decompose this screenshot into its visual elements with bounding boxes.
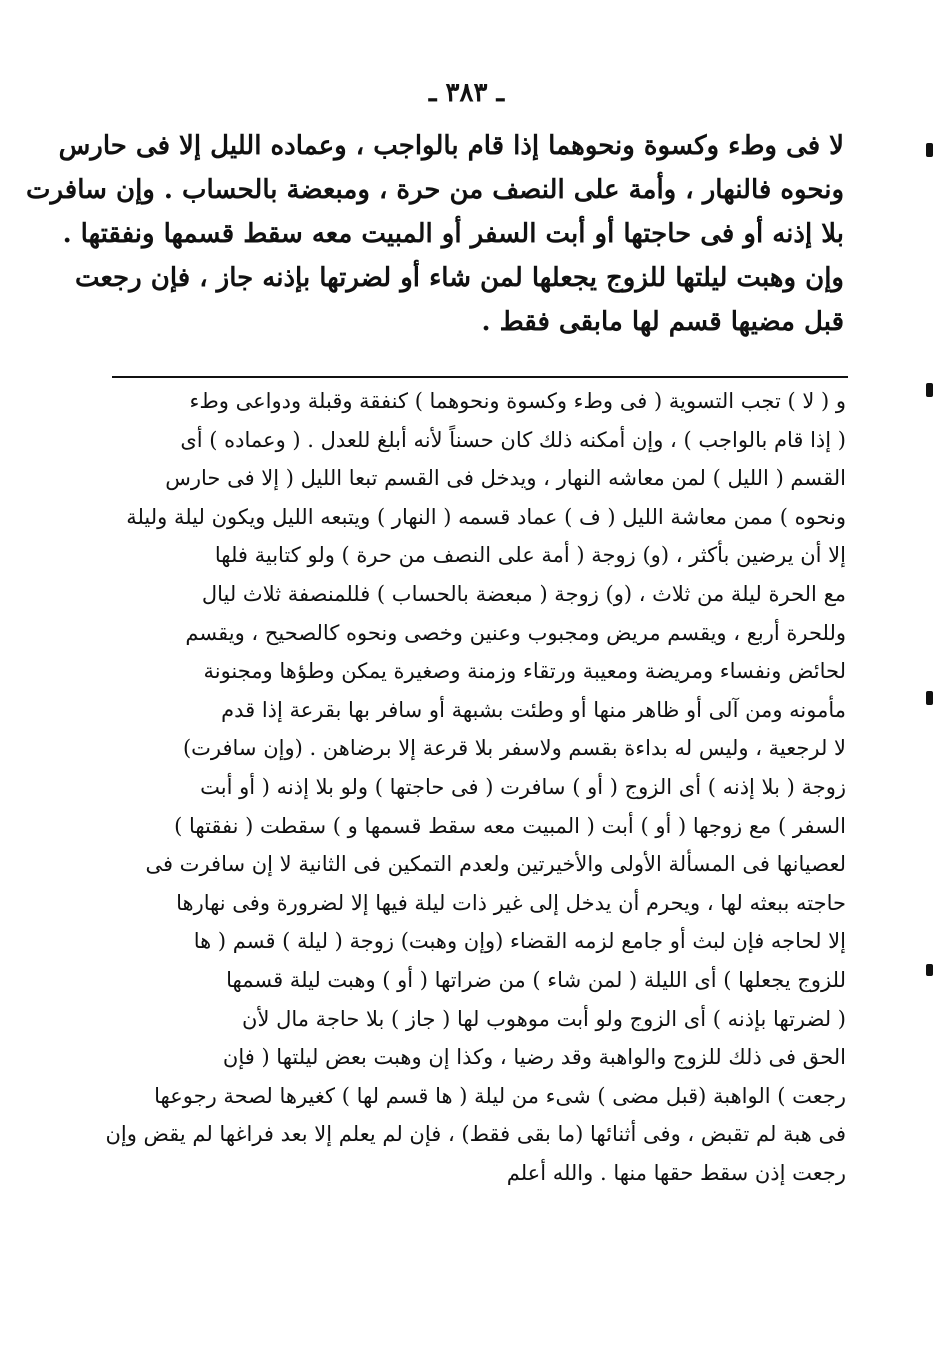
commentary-line: فى هبة لم تقبض ، وفى أثنائها (ما بقى فقط) ، فإن لم يعلم إلا بعد فراغها لم يقض وإن	[105, 1122, 846, 1147]
commentary-line: لا لرجعية ، وليس له بداءة بقسم ولاسفر بلا قرعة إلا برضاهن . (وإن سافرت)	[182, 736, 846, 761]
matn-line: وإن وهبت ليلتها للزوج يجعلها لمن شاء أو لضرتها بإذنه جاز ، فإن رجعت	[74, 263, 844, 293]
binding-hole-mark	[926, 143, 933, 157]
binding-hole-mark	[926, 383, 933, 397]
commentary-line: لعصيانها فى المسألة الأولى والأخيرتين ولعدم التمكين فى الثانية لا إن سافرت فى	[145, 852, 846, 877]
matn-line: ونحوه فالنهار ، وأمة على النصف من حرة ، ومبعضة بالحساب . وإن سافرت	[25, 175, 844, 205]
commentary-line: القسم ( الليل ) لمن معاشه النهار ، ويدخل فى القسم تبعا الليل ( إلا فى حارس	[165, 466, 846, 491]
commentary-line: إلا لحاجه فإن لبث أو جامع لزمه القضاء (وإن وهبت) زوجة ( ليلة ) قسم ( ها	[193, 929, 846, 954]
matn-line: بلا إذنه أو فى حاجتها أو أبت السفر أو المبيت معه سقط قسمها ونفقتها .	[62, 219, 844, 249]
commentary-line: مأمونه ومن آلى أو ظاهر منها أو وطئت بشبهة أو سافر بها بقرعة إذا قدم	[221, 697, 846, 722]
commentary-line: ( إذا قام بالواجب ) ، وإن أمكنه ذلك كان حسناً لأنه أبلغ للعدل . ( وعماده ) أى	[180, 427, 846, 452]
commentary-line: ( لضرتها بإذنه ) أى الزوج ولو أبت موهوب لها ( جاز ) بلا حاجة مال لأن	[242, 1006, 846, 1031]
commentary-line: السفر ) مع زوجها ( أو ) أبت ( المبيت معه سقط قسمها و ) سقطت ( نفقتها )	[174, 813, 846, 838]
page-number: ـ ٣٨٣ ـ	[428, 78, 505, 108]
matn-line: قبل مضيها قسم لها مابقى فقط .	[481, 307, 844, 337]
commentary-line: زوجة ( بلا إذنه ) أى الزوج ( أو ) سافرت ( فى حاجتها ) ولو بلا إذنه ( أو أبت	[200, 774, 846, 799]
commentary-line: لحائض ونفساء ومريضة ومعيبة ورتقاء وزمنة وصغيرة يمكن وطؤها ومجنونة	[203, 659, 846, 684]
commentary-line: ونحوه ) ممن معاشة الليل ( ف ) عماد قسمه ( النهار ) ويتبعه الليل ويكون ليلة وليلة	[126, 504, 846, 529]
commentary-text	[105, 382, 846, 1192]
section-divider	[112, 376, 848, 378]
commentary-line: مع الحرة ليلة من ثلاث ، (و) زوجة ( مبعضة بالحساب ) فللمنصفة ثلاث ليال	[201, 581, 846, 606]
commentary-line: رجعت إذن سقط حقها منها . والله أعلم	[506, 1160, 846, 1185]
commentary-line: و ( لا ) تجب التسوية ( فى وطء وكسوة ونحوهما ) كنفقة وقبلة ودواعى وطء	[189, 389, 846, 413]
commentary-line: الحق فى ذلك للزوج والواهبة وقد رضيا ، وكذا إن وهبت بعض ليلتها ( فإن	[222, 1045, 846, 1070]
matn-line: لا فى وطء وكسوة ونحوهما إذا قام بالواجب ، وعماده الليل إلا فى حارس	[58, 131, 844, 161]
commentary-line: للزوج يجعلها ) أى الليلة ( لمن شاء ) من ضراتها ( أو ) وهبت ليلة قسمها	[226, 967, 846, 992]
commentary-line: رجعت ) الواهبة (قبل مضى ) شىء من ليلة ( ها قسم لها ) كغيرها لصحة رجوعها	[154, 1083, 846, 1108]
commentary-line: إلا أن يرضين بأكثر ، (و) زوجة ( أمة على النصف من حرة ) ولو كتابية فلها	[214, 543, 846, 568]
commentary-line: وللحرة أربع ، ويقسم مريض ومجبوب وعنين وخصى ونحوه كالصحيح ، ويقسم	[185, 620, 846, 645]
binding-hole-mark	[926, 964, 933, 976]
binding-hole-mark	[926, 691, 933, 705]
commentary-line: حاجته ببعثه لها ، ويحرم أن يدخل إلى غير ذات ليلة فيها إلا لضرورة وفى نهارها	[176, 890, 846, 915]
matn-text	[25, 124, 844, 344]
